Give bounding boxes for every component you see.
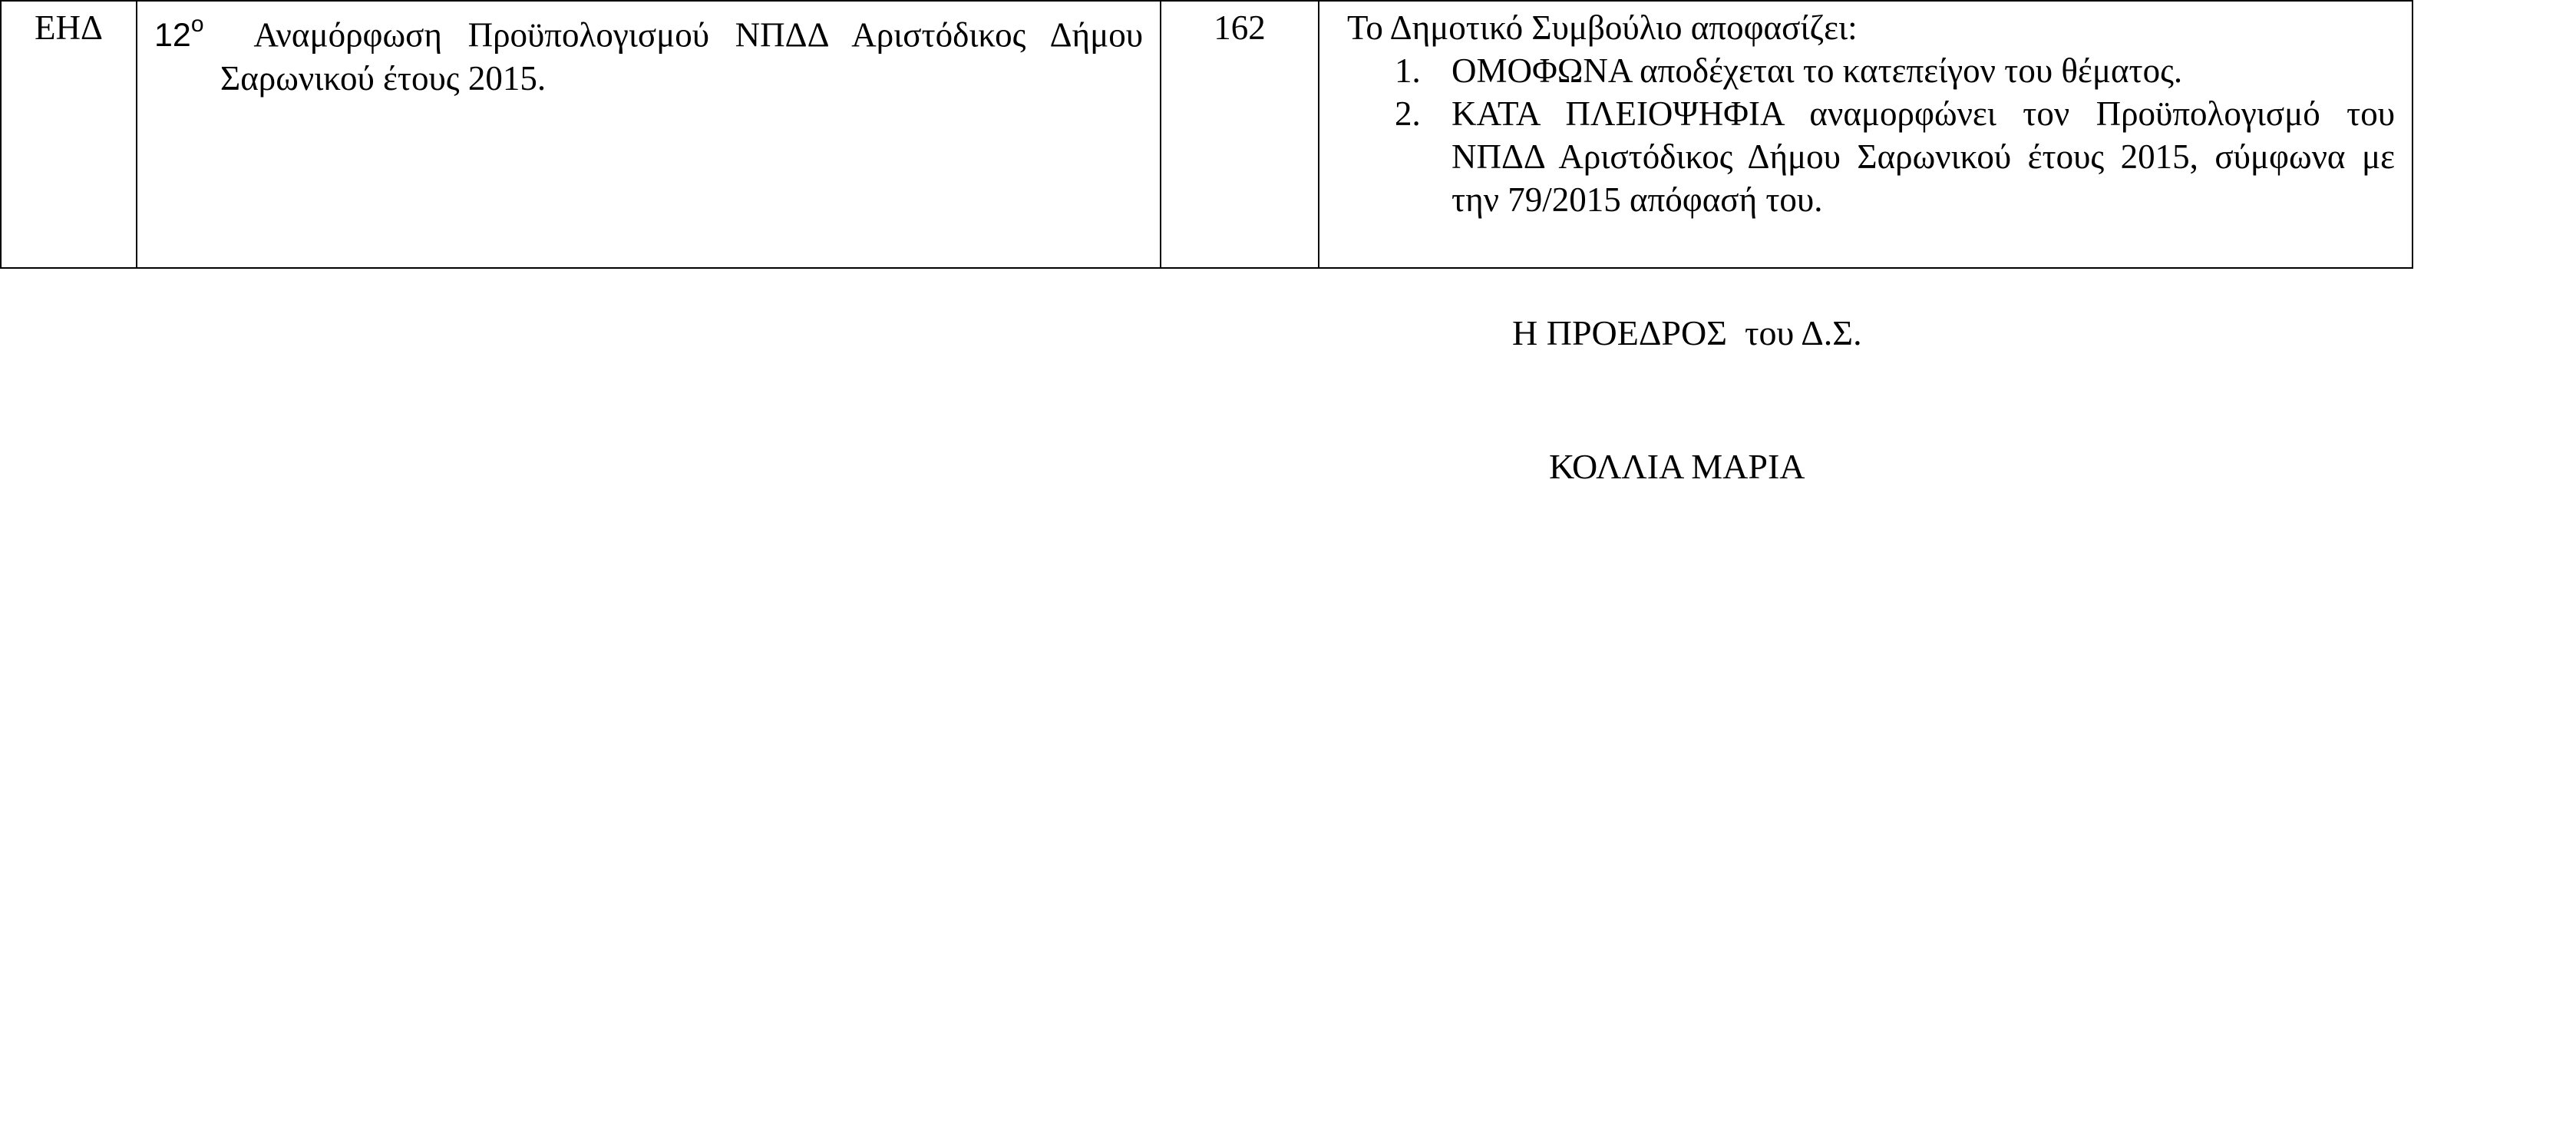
subject-text [154,6,1143,100]
decision-intro: Το Δημοτικό Συμβούλιο αποφασίζει: [1347,8,1858,47]
list-item [1347,92,2395,221]
list-item-text: ΟΜΟΦΩΝΑ αποδέχεται το κατεπείγον του θέματος. [1451,51,2183,90]
decision-text-cell [1319,1,2413,268]
decisions-table [0,0,2413,269]
subject-number-superscript: ο [190,12,204,37]
signature-name: ΚΟΛΛΙΑ ΜΑΡΙΑ [1549,447,1805,486]
list-item [1347,49,2395,92]
decision-number-cell: 162 [1161,1,1319,268]
subject-description: Αναμόρφωση Προϋπολογισμού ΝΠΔΔ Αριστόδικος Δήμου Σαρωνικού έτους 2015. [220,15,1143,98]
list-item-number: 1. [1395,51,1421,90]
table-row [1,1,2413,268]
row-code-cell: ΕΗΔ [1,1,137,268]
list-item-number: 2. [1395,94,1421,133]
list-item-text: ΚΑΤΑ ΠΛΕΙΟΨΗΦΙΑ αναμορφώνει τον Προϋπολογισμό του ΝΠΔΔ Αριστόδικος Δήμου Σαρωνικού έτους 2015, σύμφωνα με την 79/2015 απόφασή του. [1451,94,2395,219]
row-subject-cell [137,1,1161,268]
subject-number-value: 12 [154,17,191,55]
decision-list [1347,49,2395,221]
signature-title: Η ΠΡΟΕΔΡΟΣ του Δ.Σ. [1512,313,1862,352]
subject-item-number [154,12,204,55]
